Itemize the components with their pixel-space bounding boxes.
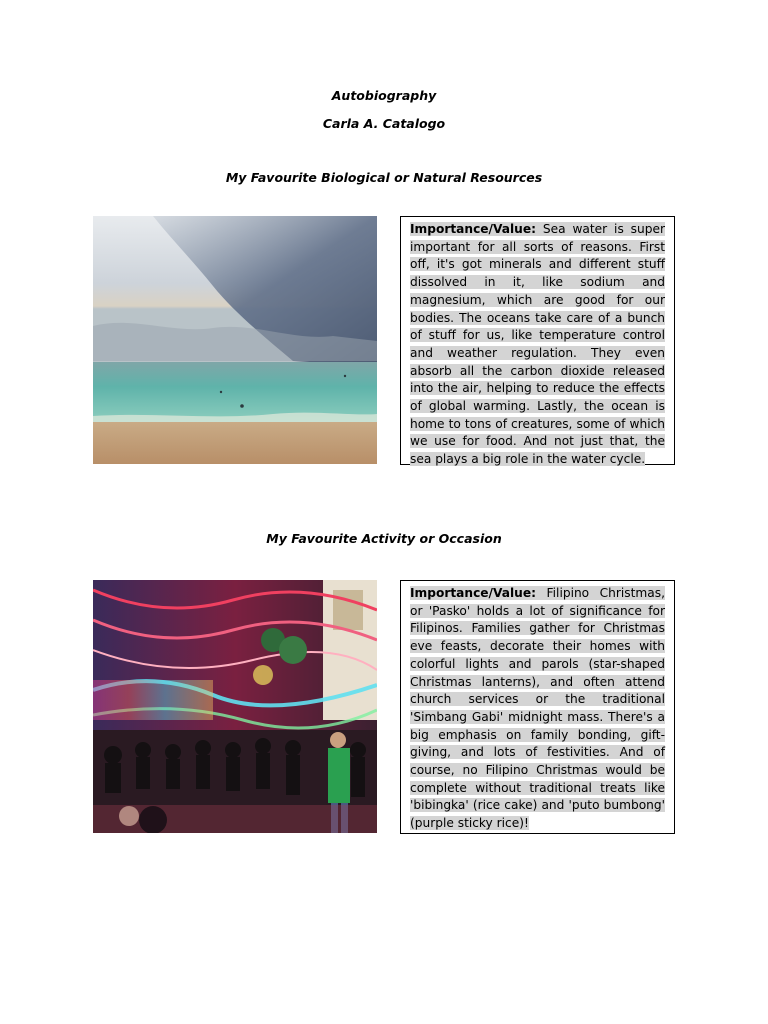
resources-text-box [400, 216, 675, 465]
activity-text-box [400, 580, 675, 834]
beach-photo [93, 216, 377, 464]
importance-label: Importance/Value: [410, 586, 536, 600]
author-name: Carla A. Catalogo [322, 116, 446, 131]
christmas-street-photo [93, 580, 377, 833]
resources-body: Sea water is super important for all sorts of reasons. First off, it's got minerals and different stuff dissolved in it, like sodium and magnesium, which are good for our bodies. The oceans take care of a bunch of stuff for us, like temperature control and weather regulation. They even absorb all the carbon dioxide released into the air, helping to reduce the effects of global warming. Lastly, the ocean is home to tons of creatures, some of which we use for food. And not just that, the sea plays a big role in the water cycle. [410, 222, 665, 467]
activity-body: Filipino Christmas, or 'Pasko' holds a lot of significance for Filipinos. Families gather for Christmas eve feasts, decorate their homes with colorful lights and parols (star-shaped Christmas lanterns), and often attend church services or the traditional 'Simbang Gabi' midnight mass. There's a big emphasis on family bonding, gift-giving, and lots of festivities. And of course, no Filipino Christmas would be complete without traditional treats like 'bibingka' (rice cake) and 'puto bumbong' (purple sticky rice)! [410, 586, 665, 831]
document-title: Autobiography [331, 88, 437, 103]
section-heading-resources: My Favourite Biological or Natural Resources [225, 170, 543, 185]
section-heading-activity: My Favourite Activity or Occasion [266, 531, 502, 546]
resources-text [410, 222, 665, 466]
importance-label: Importance/Value: [410, 222, 536, 236]
activity-text [410, 586, 665, 830]
